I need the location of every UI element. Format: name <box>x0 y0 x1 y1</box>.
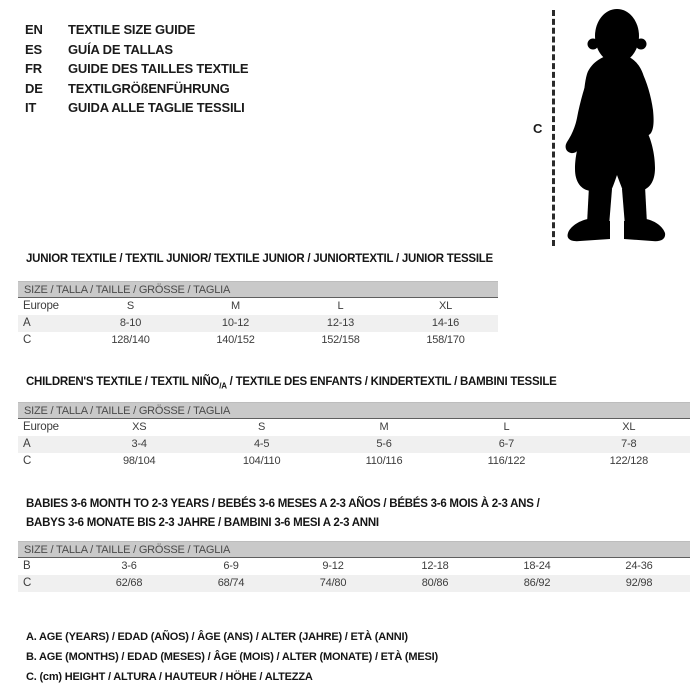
table-row-months <box>18 558 690 575</box>
table-cell: 24-36 <box>625 560 653 572</box>
footnote-a: A. AGE (YEARS) / EDAD (AÑOS) / ÂGE (ANS) / ALTER (JAHRE) / ETÀ (ANNI) <box>26 631 408 643</box>
table-row-height <box>18 453 690 470</box>
children-size-table <box>18 402 690 470</box>
height-measure-line <box>552 10 555 246</box>
table-row-height <box>18 575 690 592</box>
table-cell: 104/110 <box>242 455 281 467</box>
heading-text: / TEXTILE DES ENFANTS / KINDERTEXTIL / BAMBINI TESSILE <box>226 376 557 388</box>
table-cell: 7-8 <box>621 438 637 450</box>
language-title-list <box>25 20 248 118</box>
table-cell: 122/128 <box>609 455 649 467</box>
footnote-c: C. (cm) HEIGHT / ALTURA / HAUTEUR / HÖHE / ALTEZZA <box>26 671 313 683</box>
language-code: IT <box>25 100 37 115</box>
table-cell: 92/98 <box>625 577 653 589</box>
table-cell: 18-24 <box>523 560 551 572</box>
toddler-silhouette-icon <box>559 6 671 246</box>
table-cell: 158/170 <box>426 334 465 346</box>
list-item <box>25 79 248 99</box>
row-label: Europe <box>23 421 59 433</box>
table-cell: 152/158 <box>321 334 360 346</box>
guide-title: TEXTILGRÖßENFÜHRUNG <box>68 80 230 96</box>
table-cell: 6-9 <box>223 560 239 572</box>
footnote-b: B. AGE (MONTHS) / EDAD (MESES) / ÂGE (MOIS) / ALTER (MONATE) / ETÀ (MESI) <box>26 651 438 663</box>
guide-title: TEXTILE SIZE GUIDE <box>68 22 196 37</box>
table-cell: 9-12 <box>322 560 344 572</box>
footnote-legend <box>26 627 438 687</box>
list-item <box>25 40 248 60</box>
table-row-height <box>18 332 498 349</box>
row-label: A <box>23 317 31 329</box>
heading-text: CHILDREN'S TEXTILE / TEXTIL NIÑO <box>26 376 220 388</box>
table-size-header: SIZE / TALLA / TAILLE / GRÖSSE / TAGLIA <box>18 541 690 558</box>
language-code: ES <box>25 41 42 57</box>
row-label: C <box>23 334 32 346</box>
table-cell: XS <box>132 421 147 433</box>
table-cell: S <box>126 300 135 312</box>
table-cell: L <box>337 300 344 312</box>
language-code: DE <box>25 80 43 96</box>
table-cell: 98/104 <box>122 455 156 467</box>
table-cell: 80/86 <box>421 577 449 589</box>
row-label: C <box>23 455 32 467</box>
table-cell: 62/68 <box>115 577 143 589</box>
table-cell: 3-6 <box>121 560 137 572</box>
list-item <box>25 59 248 79</box>
table-cell: XL <box>438 300 453 312</box>
table-cell: M <box>379 421 389 433</box>
table-row-europe <box>18 419 690 436</box>
table-row-europe <box>18 298 498 315</box>
table-row-age <box>18 315 498 332</box>
table-cell: 8-10 <box>119 317 142 329</box>
table-cell: 12-13 <box>326 317 355 329</box>
table-cell: 5-6 <box>376 438 392 450</box>
table-cell: L <box>503 421 510 433</box>
language-code: EN <box>25 22 43 37</box>
table-cell: M <box>231 300 240 312</box>
table-cell: 10-12 <box>221 317 250 329</box>
table-cell: S <box>258 421 266 433</box>
list-item <box>25 98 248 118</box>
heading-subscript: /A <box>219 381 227 391</box>
guide-title: GUIDE DES TAILLES TEXTILE <box>68 61 249 76</box>
table-cell: XL <box>622 421 636 433</box>
guide-title: GUÍA DE TALLAS <box>68 41 173 57</box>
section-title-children <box>26 373 557 395</box>
language-code: FR <box>25 61 42 76</box>
heading-line-2: BABYS 3-6 MONATE BIS 2-3 JAHRE / BAMBINI 3-6 MESI A 2-3 ANNI <box>26 517 379 529</box>
table-size-header: SIZE / TALLA / TAILLE / GRÖSSE / TAGLIA <box>18 281 498 298</box>
table-cell: 128/140 <box>111 334 150 346</box>
table-cell: 110/116 <box>365 455 403 467</box>
table-cell: 4-5 <box>253 438 270 450</box>
row-label: C <box>23 577 32 589</box>
table-size-header: SIZE / TALLA / TAILLE / GRÖSSE / TAGLIA <box>18 402 690 419</box>
table-row-age <box>18 436 690 453</box>
row-label: Europe <box>23 300 59 312</box>
table-cell: 12-18 <box>421 560 449 572</box>
row-label: A <box>23 438 31 450</box>
row-label: B <box>23 560 31 572</box>
table-cell: 3-4 <box>131 438 147 450</box>
section-title-babies <box>26 495 540 533</box>
junior-size-table <box>18 281 498 349</box>
babies-size-table <box>18 541 690 592</box>
guide-title: GUIDA ALLE TAGLIE TESSILI <box>68 100 245 115</box>
list-item <box>25 20 248 40</box>
table-cell: 68/74 <box>217 577 245 589</box>
table-cell: 86/92 <box>523 577 551 589</box>
measure-label-c: C <box>533 121 543 136</box>
table-cell: 74/80 <box>319 577 347 589</box>
table-cell: 116/122 <box>487 455 526 467</box>
table-cell: 14-16 <box>431 317 460 329</box>
table-cell: 140/152 <box>216 334 255 346</box>
heading-line-1: BABIES 3-6 MONTH TO 2-3 YEARS / BEBÉS 3-6 MESES A 2-3 AÑOS / BÉBÉS 3-6 MOIS À 2-3 ANS / <box>26 498 540 510</box>
section-title-junior: JUNIOR TEXTILE / TEXTIL JUNIOR/ TEXTILE JUNIOR / JUNIORTEXTIL / JUNIOR TESSILE <box>26 253 493 265</box>
table-cell: 6-7 <box>498 438 515 450</box>
